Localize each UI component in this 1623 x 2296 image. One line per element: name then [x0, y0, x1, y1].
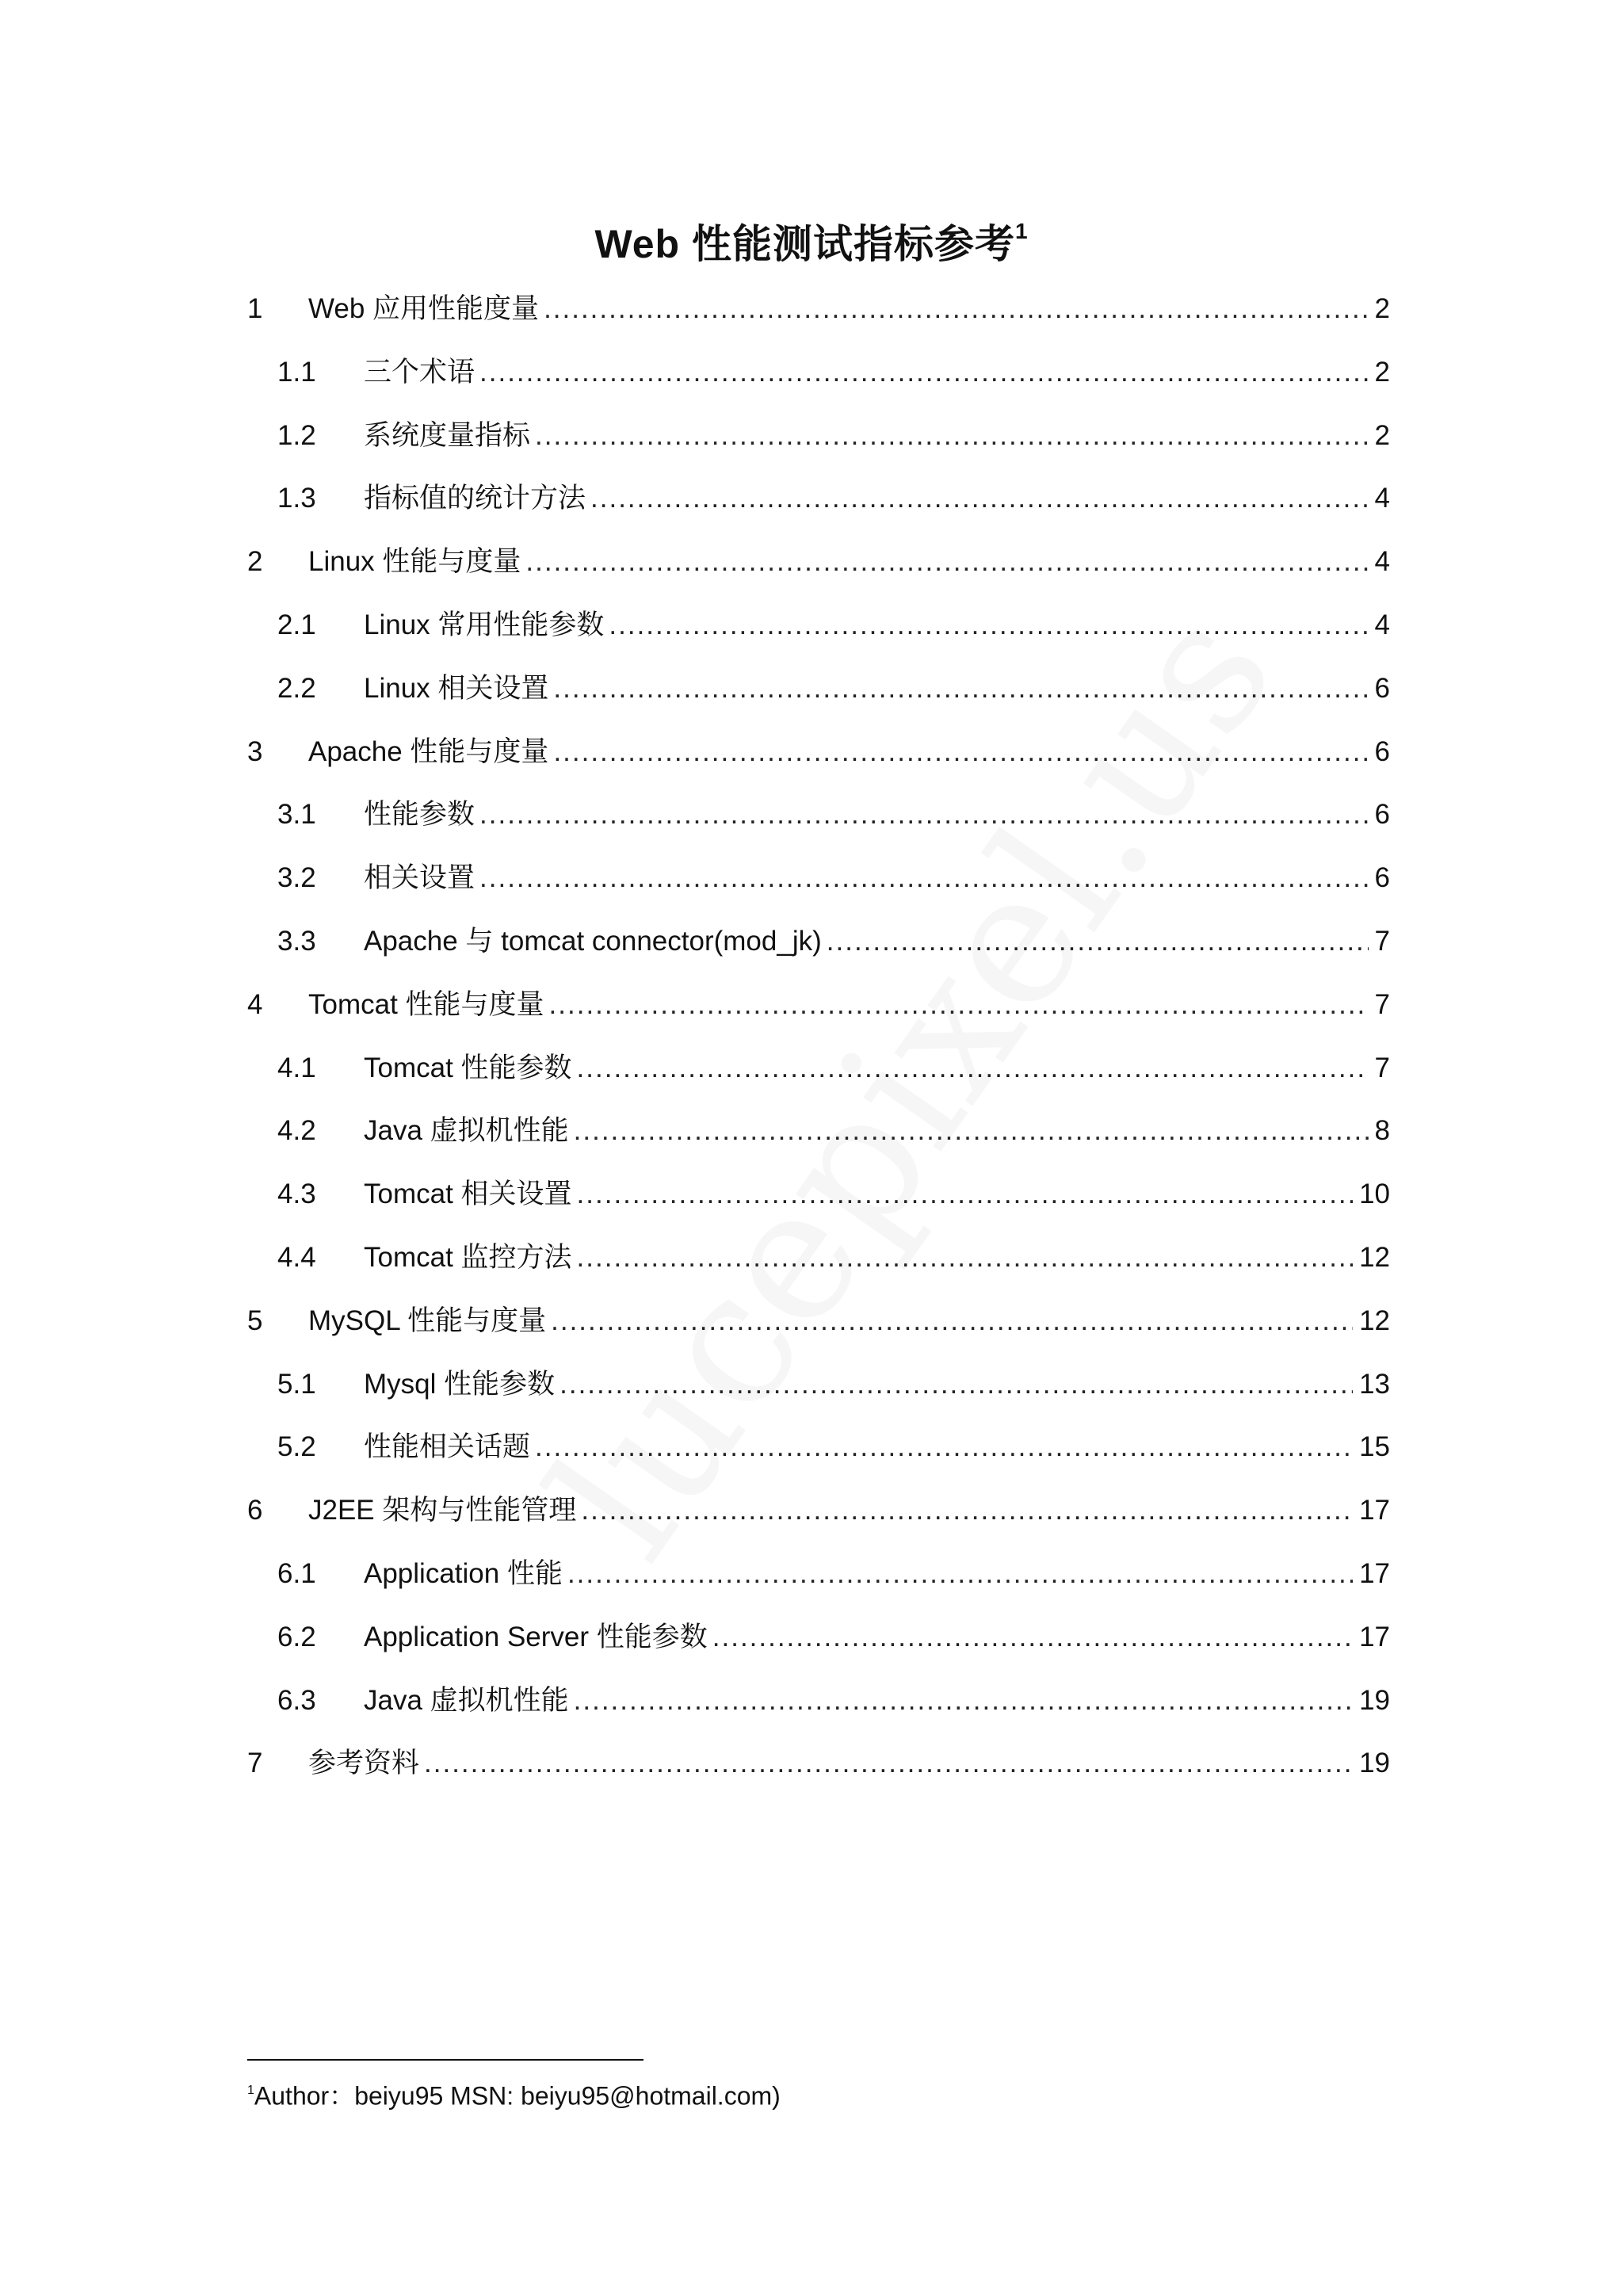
toc-dot-leader [581, 1487, 1353, 1534]
toc-dot-leader [479, 791, 1369, 839]
toc-entry-label: Tomcat 相关设置 [364, 1179, 572, 1210]
toc-entry-page-number: 2 [1374, 419, 1390, 451]
title-footnote-ref[interactable]: 1 [1014, 219, 1029, 244]
toc-entry-number: 2.1 [277, 609, 316, 640]
toc-dot-leader [567, 1550, 1353, 1598]
toc-dot-leader [549, 981, 1369, 1029]
toc-entry-page-number: 13 [1359, 1368, 1390, 1400]
toc-entry[interactable] [247, 981, 1390, 1029]
toc-entry[interactable] [277, 1614, 1390, 1661]
toc-entry-label: Tomcat 监控方法 [364, 1242, 572, 1273]
toc-dot-leader [590, 475, 1369, 522]
toc-dot-leader [577, 1171, 1354, 1218]
toc-entry-page-number: 17 [1359, 1621, 1390, 1652]
toc-entry-page-number: 7 [1374, 988, 1390, 1020]
toc-entry-label: 性能相关话题 [364, 1431, 531, 1463]
toc-dot-leader [574, 1677, 1353, 1725]
toc-entry-label: Tomcat 性能与度量 [308, 988, 544, 1020]
toc-entry[interactable] [277, 602, 1390, 649]
toc-entry-number: 5.1 [277, 1368, 316, 1400]
toc-entry-number: 1.2 [277, 419, 316, 451]
toc-dot-leader [553, 728, 1368, 776]
toc-entry-page-number: 19 [1359, 1748, 1390, 1779]
toc-entry[interactable] [277, 1361, 1390, 1408]
toc-entry[interactable] [247, 1740, 1390, 1787]
toc-entry-number: 6.3 [277, 1684, 316, 1716]
toc-entry-label: Java 虚拟机性能 [364, 1684, 569, 1716]
toc-entry-label: Mysql 性能参数 [364, 1368, 556, 1400]
toc-entry-page-number: 19 [1359, 1684, 1390, 1716]
toc-dot-leader [577, 1045, 1369, 1092]
toc-entry-label: Java 虚拟机性能 [364, 1115, 569, 1147]
toc-dot-leader [479, 854, 1369, 902]
toc-entry[interactable] [277, 412, 1390, 460]
toc-entry-label: MySQL 性能与度量 [308, 1305, 547, 1336]
toc-entry-label: J2EE 架构与性能管理 [308, 1495, 577, 1526]
toc-entry-label: 相关设置 [364, 862, 475, 894]
toc-dot-leader [525, 538, 1368, 586]
toc-entry-number: 5.2 [277, 1431, 316, 1463]
toc-dot-leader [424, 1740, 1353, 1787]
toc-entry-number: 6.1 [277, 1558, 316, 1589]
toc-entry-number: 5 [247, 1305, 263, 1336]
toc-entry-page-number: 6 [1374, 862, 1390, 894]
toc-entry-page-number: 4 [1374, 609, 1390, 640]
toc-entry[interactable] [247, 538, 1390, 586]
toc-entry[interactable] [277, 1234, 1390, 1282]
toc-entry-page-number: 2 [1374, 356, 1390, 388]
toc-entry-number: 2 [247, 546, 263, 578]
footnote-ref: 1 [247, 2084, 254, 2097]
toc-entry-label: Apache 性能与度量 [308, 735, 549, 767]
toc-dot-leader [577, 1234, 1354, 1282]
toc-entry[interactable] [277, 475, 1390, 522]
toc-dot-leader [574, 1107, 1369, 1155]
toc-entry-label: 指标值的统计方法 [364, 483, 586, 514]
toc-entry-label: Linux 性能与度量 [308, 546, 521, 578]
toc-dot-leader [609, 602, 1368, 649]
toc-entry-label: 三个术语 [364, 356, 475, 388]
toc-entry-label: 参考资料 [308, 1748, 420, 1779]
toc-entry-page-number: 4 [1374, 546, 1390, 578]
toc-entry[interactable] [277, 349, 1390, 396]
toc-entry-number: 1 [247, 293, 263, 324]
toc-dot-leader [544, 285, 1368, 333]
toc-entry-number: 3.3 [277, 926, 316, 957]
toc-entry-label: Apache 与 tomcat connector(mod_jk) [364, 926, 822, 957]
toc-entry-label: 系统度量指标 [364, 419, 531, 451]
toc-entry-label: Linux 相关设置 [364, 672, 549, 704]
toc-entry-number: 4.2 [277, 1115, 316, 1147]
toc-entry-page-number: 6 [1374, 672, 1390, 704]
toc-entry[interactable] [277, 1171, 1390, 1218]
toc-entry[interactable] [277, 854, 1390, 902]
toc-entry[interactable] [277, 665, 1390, 712]
toc-entry-number: 3 [247, 735, 263, 767]
toc-dot-leader [551, 1297, 1353, 1345]
toc-entry-number: 7 [247, 1748, 263, 1779]
toc-dot-leader [535, 412, 1369, 460]
toc-entry-label: Tomcat 性能参数 [364, 1052, 572, 1083]
toc-dot-leader [479, 349, 1369, 396]
toc-dot-leader [535, 1423, 1353, 1471]
toc-entry[interactable] [277, 1677, 1390, 1725]
toc-entry[interactable] [277, 1107, 1390, 1155]
toc-entry-number: 1.3 [277, 483, 316, 514]
toc-entry-number: 4.3 [277, 1179, 316, 1210]
toc-entry-page-number: 17 [1359, 1558, 1390, 1589]
toc-dot-leader [827, 918, 1369, 965]
toc-entry-number: 3.2 [277, 862, 316, 894]
toc-entry-number: 1.1 [277, 356, 316, 388]
toc-entry-number: 3.1 [277, 799, 316, 831]
toc-entry-number: 4.1 [277, 1052, 316, 1083]
toc-entry[interactable] [247, 728, 1390, 776]
footnote-separator [247, 2059, 643, 2061]
toc-entry-number: 2.2 [277, 672, 316, 704]
footnote [247, 2075, 781, 2114]
toc-entry-label: Application 性能 [364, 1558, 563, 1589]
toc-entry-page-number: 7 [1374, 926, 1390, 957]
toc-entry-number: 6.2 [277, 1621, 316, 1652]
footnote-text: Author：beiyu95 MSN: beiyu95@hotmail.com) [254, 2081, 781, 2111]
toc-dot-leader [712, 1614, 1353, 1661]
toc-entry-page-number: 12 [1359, 1305, 1390, 1336]
toc-entry[interactable] [277, 1045, 1390, 1092]
toc-entry-page-number: 7 [1374, 1052, 1390, 1083]
toc-entry-page-number: 6 [1374, 799, 1390, 831]
toc-entry-label: 性能参数 [364, 799, 475, 831]
toc-entry[interactable] [277, 1550, 1390, 1598]
toc-entry-page-number: 17 [1359, 1495, 1390, 1526]
toc-entry-number: 6 [247, 1495, 263, 1526]
toc-entry-page-number: 6 [1374, 735, 1390, 767]
toc-entry-page-number: 8 [1374, 1115, 1390, 1147]
toc-entry[interactable] [247, 1297, 1390, 1345]
document-title-text: Web 性能测试指标参考 [594, 222, 1015, 266]
toc-entry-number: 4 [247, 988, 263, 1020]
toc-entry-page-number: 2 [1374, 293, 1390, 324]
toc-entry-page-number: 15 [1359, 1431, 1390, 1463]
toc-entry-page-number: 10 [1359, 1179, 1390, 1210]
toc-entry[interactable] [277, 1423, 1390, 1471]
toc-entry[interactable] [247, 285, 1390, 333]
toc-dot-leader [559, 1361, 1353, 1408]
document-title [0, 212, 1623, 269]
toc-entry[interactable] [247, 1487, 1390, 1534]
toc-entry-page-number: 12 [1359, 1242, 1390, 1273]
toc-entry-label: Linux 常用性能参数 [364, 609, 605, 640]
toc-entry[interactable] [277, 918, 1390, 965]
toc-entry-number: 4.4 [277, 1242, 316, 1273]
toc-entry[interactable] [277, 791, 1390, 839]
toc-entry-page-number: 4 [1374, 483, 1390, 514]
toc-dot-leader [553, 665, 1368, 712]
toc-entry-label: Application Server 性能参数 [364, 1621, 708, 1652]
toc-entry-label: Web 应用性能度量 [308, 293, 540, 324]
